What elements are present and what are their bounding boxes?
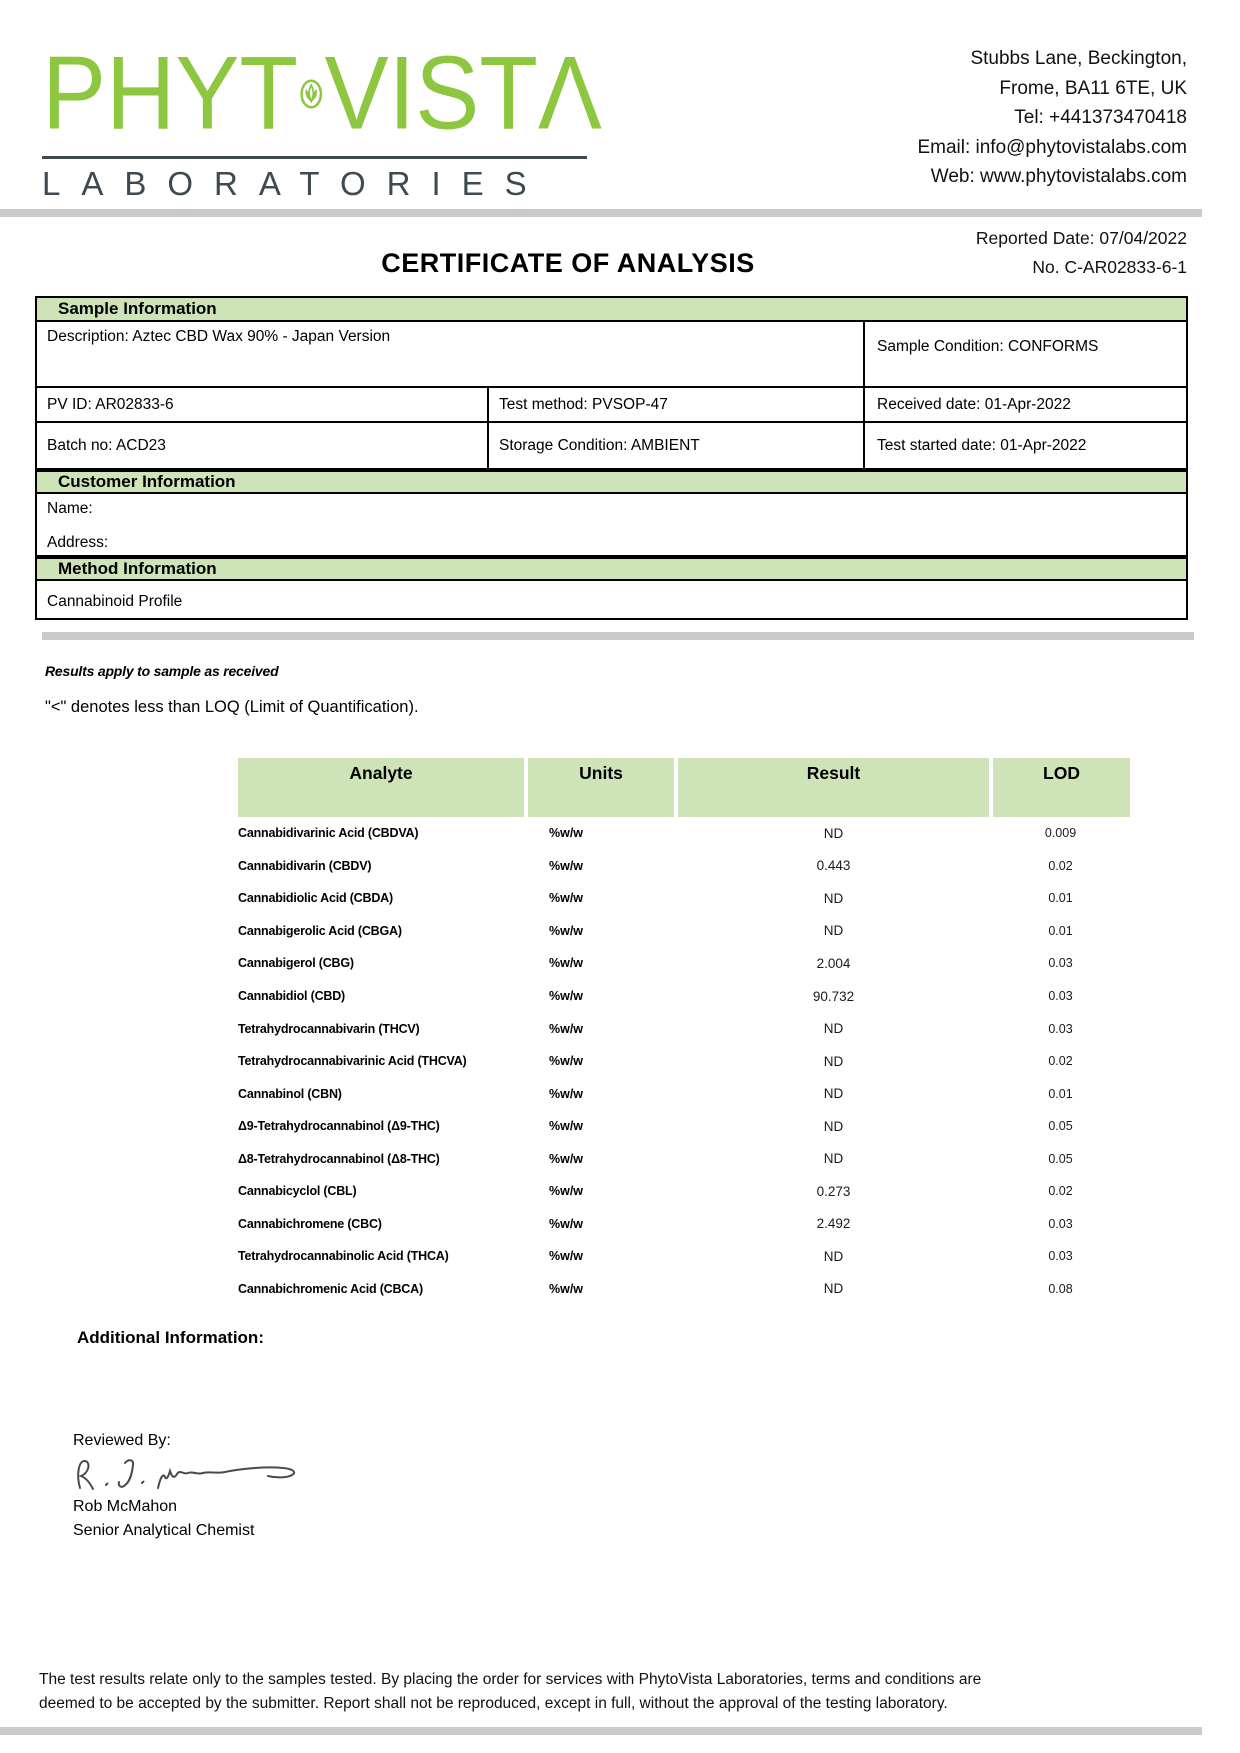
result-value: 2.004 <box>816 955 851 971</box>
analyte-name: Cannabidiolic Acid (CBDA) <box>238 891 393 906</box>
units-value: %w/w <box>549 956 584 971</box>
footer-divider-bar <box>0 1727 1202 1735</box>
lod-value: 0.01 <box>1048 923 1073 938</box>
result-value: ND <box>823 890 844 906</box>
units-value: %w/w <box>549 1216 584 1231</box>
report-number: No. C-AR02833-6-1 <box>1032 257 1187 277</box>
analyte-name: Cannabidivarin (CBDV) <box>238 858 372 873</box>
method-info-row <box>35 581 1188 620</box>
units-value: %w/w <box>549 1184 584 1199</box>
lod-value: 0.08 <box>1048 1281 1073 1296</box>
lod-value: 0.03 <box>1048 989 1073 1003</box>
lod-value: 0.009 <box>1044 826 1077 841</box>
results-header-result: Result <box>678 758 989 817</box>
result-value: ND <box>823 1021 844 1037</box>
reviewer-title: Senior Analytical Chemist <box>73 1522 255 1539</box>
table-row <box>238 817 1130 850</box>
info-table-shadow-bar <box>42 632 1194 640</box>
reviewer-name: Rob McMahon <box>73 1498 178 1515</box>
sample-description: Description: Aztec CBD Wax 90% - Japan Version <box>47 328 391 345</box>
table-row <box>238 1208 1130 1241</box>
table-row <box>238 1175 1130 1208</box>
analyte-name: Cannabidivarinic Acid (CBDVA) <box>238 826 419 841</box>
signature-handwriting <box>70 1450 305 1500</box>
units-value: %w/w <box>549 923 584 938</box>
table-row <box>238 1012 1130 1045</box>
reviewed-by-label: Reviewed By: <box>73 1432 171 1449</box>
analyte-name: Cannabigerol (CBG) <box>238 956 354 971</box>
lod-value: 0.01 <box>1048 891 1073 906</box>
table-row <box>238 915 1130 948</box>
sample-condition: Sample Condition: CONFORMS <box>863 322 1186 386</box>
table-row <box>238 1273 1130 1306</box>
contact-address-line2: Frome, BA11 6TE, UK <box>999 77 1187 99</box>
logo-text-vista: VISTΛ <box>324 35 602 152</box>
storage-condition: Storage Condition: AMBIENT <box>487 423 863 468</box>
result-value: 90.732 <box>812 988 855 1004</box>
footer-disclaimer <box>39 1668 1119 1716</box>
results-header-units: Units <box>528 758 674 817</box>
contact-phone: Tel: +441373470418 <box>1014 107 1187 128</box>
table-row <box>238 1142 1130 1175</box>
logo-brand <box>42 34 602 154</box>
lod-value: 0.03 <box>1048 1021 1073 1036</box>
results-header-lod: LOD <box>993 758 1130 817</box>
analyte-name: Cannabicyclol (CBL) <box>238 1184 357 1199</box>
result-value: 0.443 <box>816 858 851 874</box>
units-value: %w/w <box>549 1281 584 1296</box>
result-value: ND <box>823 923 844 939</box>
test-started-date: Test started date: 01-Apr-2022 <box>863 423 1186 468</box>
section-header-sample-information: Sample Information <box>35 296 1188 322</box>
contact-address-line1: Stubbs Lane, Beckington, <box>970 48 1187 69</box>
contact-web: Web: www.phytovistalabs.com <box>930 166 1187 187</box>
analyte-name: Cannabichromenic Acid (CBCA) <box>238 1281 423 1296</box>
logo <box>42 34 602 203</box>
reviewer-identity <box>73 1495 254 1543</box>
results-table-body <box>238 817 1130 1305</box>
table-row <box>238 1045 1130 1078</box>
units-value: %w/w <box>549 858 584 873</box>
header-divider-bar <box>0 209 1202 217</box>
sample-description-row <box>35 322 1188 388</box>
units-value: %w/w <box>549 826 584 841</box>
sample-batch-row <box>35 423 1188 470</box>
received-date: Received date: 01-Apr-2022 <box>863 388 1186 421</box>
lod-value: 0.05 <box>1048 1119 1073 1134</box>
test-method: Test method: PVSOP-47 <box>487 388 863 421</box>
analyte-name: Δ8-Tetrahydrocannabinol (Δ8-THC) <box>238 1151 440 1166</box>
lod-value: 0.01 <box>1048 1086 1073 1101</box>
lod-value: 0.03 <box>1048 956 1073 971</box>
section-header-customer-information: Customer Information <box>35 470 1188 494</box>
lod-value: 0.05 <box>1048 1151 1073 1166</box>
result-value: ND <box>823 1281 844 1297</box>
batch-no: Batch no: ACD23 <box>47 437 166 454</box>
units-value: %w/w <box>549 891 584 906</box>
pv-id: PV ID: AR02833-6 <box>47 396 174 413</box>
table-row <box>238 947 1130 980</box>
analyte-name: Cannabichromene (CBC) <box>238 1216 382 1231</box>
lod-value: 0.03 <box>1048 1216 1073 1231</box>
result-value: ND <box>823 825 844 841</box>
analyte-name: Tetrahydrocannabivarinic Acid (THCVA) <box>238 1054 467 1069</box>
units-value: %w/w <box>549 989 584 1003</box>
method-name: Cannabinoid Profile <box>47 593 183 610</box>
analyte-name: Tetrahydrocannabinolic Acid (THCA) <box>238 1249 449 1264</box>
customer-address-label: Address: <box>47 534 109 551</box>
lod-value: 0.03 <box>1048 1249 1073 1264</box>
units-value: %w/w <box>549 1151 584 1166</box>
logo-subtitle: LABORATORIES <box>42 165 548 202</box>
units-value: %w/w <box>549 1119 584 1134</box>
footer-line1: The test results relate only to the samples tested. By placing the order for services with PhytoVista Laboratories, terms and conditions are <box>39 1671 982 1688</box>
analyte-name: Cannabinol (CBN) <box>238 1086 342 1101</box>
result-value: 2.492 <box>816 1216 851 1232</box>
results-note: Results apply to sample as received <box>45 663 279 679</box>
sample-ids-row <box>35 388 1188 423</box>
table-row <box>238 1110 1130 1143</box>
lod-value: 0.02 <box>1048 858 1073 873</box>
lab-contact-block <box>917 44 1187 192</box>
report-meta <box>976 224 1187 282</box>
lod-value: 0.02 <box>1048 1184 1073 1199</box>
footer-line2: deemed to be accepted by the submitter. Report shall not be reproduced, except in full, without the approval of the testing laboratory. <box>39 1695 948 1712</box>
units-value: %w/w <box>549 1054 584 1069</box>
section-header-method-information: Method Information <box>35 557 1188 581</box>
units-value: %w/w <box>549 1086 584 1101</box>
results-header-analyte: Analyte <box>238 758 524 817</box>
result-value: 0.273 <box>816 1183 851 1199</box>
customer-name-label: Name: <box>47 500 93 517</box>
table-row <box>238 850 1130 883</box>
analyte-name: Cannabigerolic Acid (CBGA) <box>238 923 402 938</box>
result-value: ND <box>823 1086 844 1102</box>
loq-note: "<" denotes less than LOQ (Limit of Quantification). <box>45 698 419 716</box>
table-row <box>238 882 1130 915</box>
contact-email: Email: info@phytovistalabs.com <box>917 136 1187 158</box>
logo-text-phyt: PHYT <box>42 35 299 152</box>
analyte-name: Δ9-Tetrahydrocannabinol (Δ9-THC) <box>238 1119 440 1134</box>
table-row <box>238 1077 1130 1110</box>
reported-date: Reported Date: 07/04/2022 <box>975 228 1187 248</box>
units-value: %w/w <box>549 1021 584 1036</box>
result-value: ND <box>823 1248 844 1264</box>
analyte-name: Tetrahydrocannabivarin (THCV) <box>238 1021 420 1036</box>
result-value: ND <box>823 1151 844 1167</box>
lod-value: 0.02 <box>1048 1054 1073 1069</box>
result-value: ND <box>823 1053 844 1069</box>
units-value: %w/w <box>549 1249 584 1264</box>
customer-info-row <box>35 494 1188 557</box>
table-row <box>238 1240 1130 1273</box>
page-title: CERTIFICATE OF ANALYSIS <box>381 248 755 278</box>
analyte-name: Cannabidiol (CBD) <box>238 989 346 1003</box>
result-value: ND <box>823 1118 844 1134</box>
table-row <box>238 980 1130 1013</box>
info-table <box>35 296 1188 620</box>
leaf-icon <box>300 38 322 150</box>
additional-information-label: Additional Information: <box>77 1328 264 1347</box>
